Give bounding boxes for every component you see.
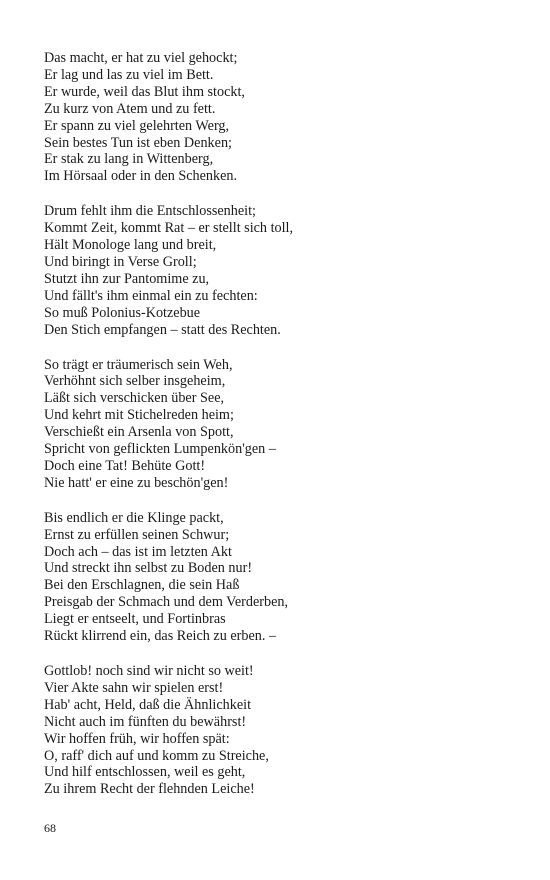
- poem-line: Sein bestes Tun ist eben Denken;: [44, 134, 232, 151]
- poem-line: Kommt Zeit, kommt Rat – er stellt sich toll,: [44, 220, 294, 237]
- poem-line: Hab' acht, Held, daß die Ähnlichkeit: [44, 696, 252, 713]
- poem-line: Verhöhnt sich selber insgeheim,: [44, 373, 226, 390]
- poem-line: Drum fehlt ihm die Entschlossenheit;: [44, 203, 256, 220]
- poem-line: Verschießt ein Arsenla von Spott,: [44, 424, 234, 441]
- stanza-4: [44, 510, 514, 645]
- poem-line: Ernst zu erfüllen seinen Schwur;: [44, 526, 230, 543]
- poem-line: Liegt er entseelt, und Fortinbras: [44, 611, 226, 628]
- stanza-2: [44, 203, 514, 338]
- poem-line: So muß Polonius-Kotzebue: [44, 304, 201, 321]
- poem: [44, 50, 514, 816]
- poem-line: So trägt er träumerisch sein Weh,: [44, 356, 233, 373]
- poem-line: Rückt klirrend ein, das Reich zu erben. –: [44, 628, 277, 645]
- poem-line: Im Hörsaal oder in den Schenken.: [44, 168, 238, 185]
- poem-line: Stutzt ihn zur Pantomime zu,: [44, 270, 210, 287]
- stanza-5: [44, 663, 514, 798]
- poem-line: Und hilf entschlossen, weil es geht,: [44, 764, 246, 781]
- poem-line: Läßt sich verschicken über See,: [44, 390, 225, 407]
- poem-line: Er wurde, weil das Blut ihm stockt,: [44, 83, 245, 100]
- poem-line: O, raff' dich auf und komm zu Streiche,: [44, 747, 269, 764]
- poem-line: Doch eine Tat! Behüte Gott!: [44, 457, 206, 474]
- poem-line: Zu ihrem Recht der flehnden Leiche!: [44, 781, 255, 798]
- page-number: 68: [44, 821, 56, 835]
- poem-line: Wir hoffen früh, wir hoffen spät:: [44, 730, 230, 747]
- poem-line: Das macht, er hat zu viel gehockt;: [44, 50, 238, 66]
- poem-line: Und fällt's ihm einmal ein zu fechten:: [44, 287, 258, 304]
- stanza-3: [44, 357, 514, 492]
- poem-line: Und kehrt mit Stichelreden heim;: [44, 407, 234, 424]
- poem-line: Und streckt ihn selbst zu Boden nur!: [44, 560, 253, 577]
- poem-line: Doch ach – das ist im letzten Akt: [44, 543, 232, 560]
- poem-line: Zu kurz von Atem und zu fett.: [44, 100, 216, 117]
- poem-line: Gottlob! noch sind wir nicht so weit!: [44, 663, 254, 679]
- poem-line: Er lag und las zu viel im Bett.: [44, 66, 214, 83]
- poem-line: Hält Monologe lang und breit,: [44, 237, 217, 254]
- poem-line: Er spann zu viel gelehrten Werg,: [44, 117, 230, 134]
- poem-line: Den Stich empfangen – statt des Rechten.: [44, 321, 281, 338]
- poem-line: Preisgab der Schmach und dem Verderben,: [44, 594, 289, 611]
- poem-line: Bis endlich er die Klinge packt,: [44, 509, 224, 526]
- poem-line: Spricht von geflickten Lumpenkön'gen –: [44, 441, 276, 458]
- poem-line: Er stak zu lang in Wittenberg,: [44, 151, 214, 168]
- poem-line: Nicht auch im fünften du bewährst!: [44, 713, 247, 730]
- poem-line: Bei den Erschlagnen, die sein Haß: [44, 577, 240, 594]
- poem-line: Nie hatt' er eine zu beschön'gen!: [44, 474, 229, 491]
- poem-line: Vier Akte sahn wir spielen erst!: [44, 679, 224, 696]
- poem-line: Und biringt in Verse Groll;: [44, 253, 197, 270]
- stanza-1: [44, 50, 514, 185]
